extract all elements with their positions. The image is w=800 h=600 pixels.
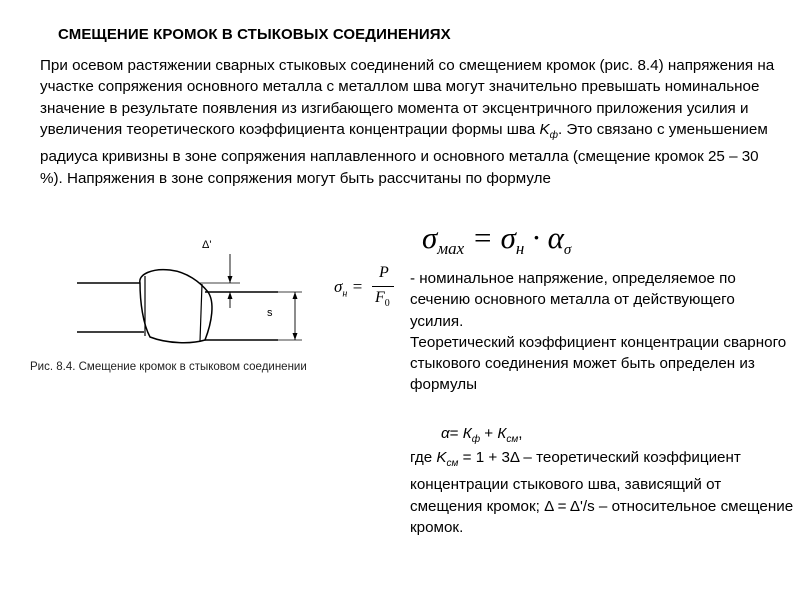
nominal-stress-lhs: $\sigma_н$ = [334, 277, 364, 300]
multiply-dot: · [524, 220, 548, 255]
fraction-denominator: $F_0$ [375, 289, 390, 310]
delta-arrow-down [228, 276, 233, 283]
page-title: СМЕЩЕНИЕ КРОМОК В СТЫКОВЫХ СОЕДИНЕНИЯХ [58, 26, 451, 43]
right-plate-edge [200, 284, 202, 341]
weld-joint-figure [40, 236, 310, 351]
equals-sign: = [464, 220, 501, 255]
sigma-nominal-symbol: σ [500, 220, 516, 255]
figure-caption: Рис. 8.4. Смещение кромок в стыковом соединении [30, 361, 307, 373]
sigma-nominal-subscript: н [515, 239, 525, 258]
k-shape-symbol: K [539, 120, 550, 138]
intro-text-before: При осевом растяжении сварных стыковых соединений со смещением кромок (рис. 8.4) напряжения на участке сопряжения основного металла с металлом шва могут значительно превышать номинальное значение в результате появления из изгибающего момента от эксцентричного приложения усилия и увеличения теоретического коэффициента концентрации формы шва [40, 57, 775, 138]
nominal-stress-description: - номинальное напряжение, определяемое по сечению основного металла от действующего усилия. Теоретический коэффициент концентрации сварного стыкового соединения может быть определен из формулы [410, 270, 787, 394]
alpha-sigma-subscript: σ [563, 242, 572, 258]
max-stress-formula [422, 220, 571, 259]
sigma-max-subscript: мах [437, 239, 465, 258]
fraction-bar [372, 286, 394, 287]
s-label: s [267, 307, 273, 319]
k-shape-subscript: ф [549, 129, 558, 141]
alpha-symbol: α [547, 220, 564, 255]
s-arrow-down [293, 333, 298, 340]
intro-text-after: . Это связано с уменьшением радиуса кривизны в зоне сопряжения наплавленного и основного металла (смещение кромок 25 – 30 %). Напряжения в зоне сопряжения могут быть рассчитаны по формуле [40, 120, 768, 187]
alpha-formula: $\alpha= К_ф + К_{см}$, [441, 425, 523, 446]
butt-joint-diagram [40, 236, 310, 346]
delta-arrow-up [228, 292, 233, 299]
delta-label: Δ' [202, 239, 212, 251]
s-arrow-up [293, 292, 298, 299]
intro-paragraph [40, 55, 780, 189]
sigma-symbol: σ [422, 220, 438, 255]
k-cm-definition: где $K_{см} = 1 + 3\Delta$ – теоретический коэффициент концентрации стыкового шва, зависящий от смещения кромок; Δ = Δ'/s – относительное смещение кромок. [410, 449, 794, 536]
fraction-numerator: P [379, 264, 389, 281]
